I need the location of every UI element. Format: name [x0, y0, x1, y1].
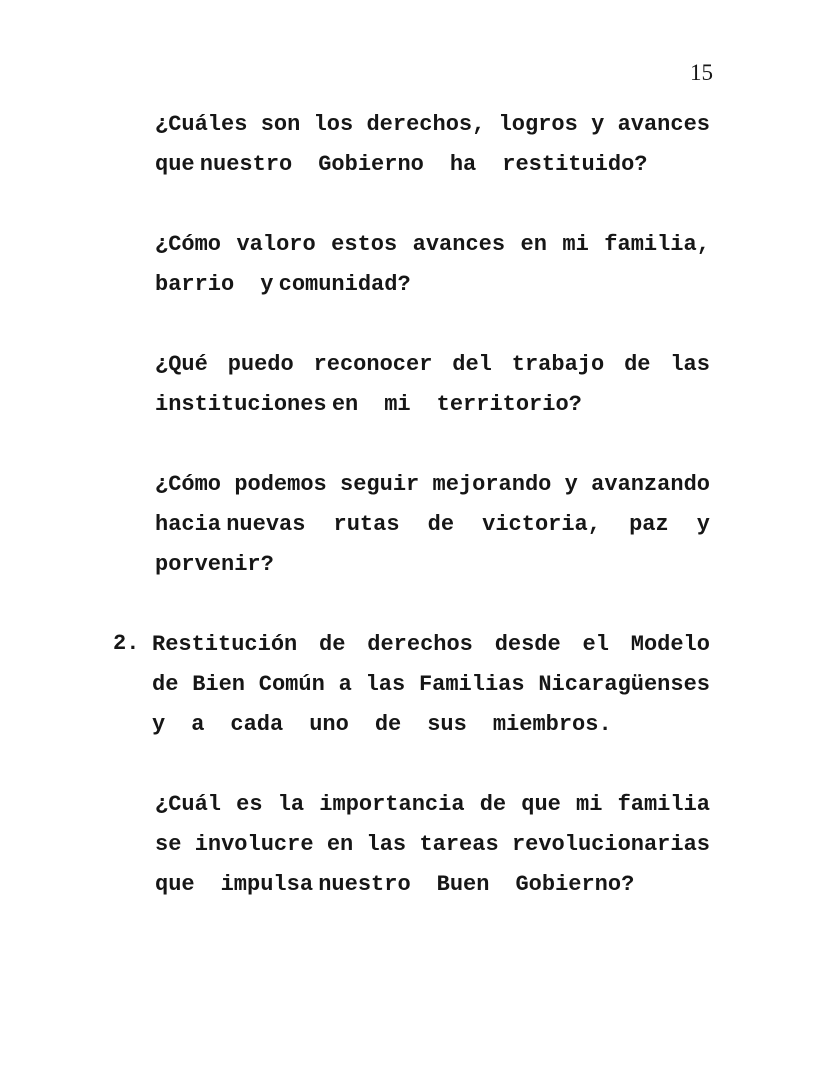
- word: hacia nuevas: [155, 511, 306, 537]
- word: revolucionarias: [511, 831, 710, 857]
- question-paragraph: [113, 464, 710, 584]
- word: uno: [309, 711, 349, 737]
- word: y comunidad?: [260, 271, 411, 297]
- text-line: [155, 384, 710, 424]
- word: avances: [617, 111, 710, 137]
- word: Gobierno?: [515, 871, 635, 897]
- text-line: [155, 344, 710, 384]
- word: de: [479, 791, 507, 817]
- word: ha: [449, 151, 477, 177]
- word: porvenir?: [155, 551, 274, 577]
- word: barrio: [155, 271, 235, 297]
- word: Nicaragüenses: [538, 671, 710, 697]
- word: se: [155, 831, 182, 857]
- text-line: [155, 784, 710, 824]
- word: sus: [427, 711, 467, 737]
- text-line: [152, 624, 710, 664]
- word: mejorando: [432, 471, 552, 497]
- numbered-item: [113, 624, 710, 744]
- text-line: [155, 144, 710, 184]
- word: Gobierno: [318, 151, 424, 177]
- word: del: [452, 351, 492, 377]
- word: tareas: [419, 831, 499, 857]
- word: Bien: [192, 671, 245, 697]
- word: ¿Cómo: [155, 471, 222, 497]
- word: Modelo: [630, 631, 710, 657]
- word: la: [277, 791, 305, 817]
- word: en: [326, 831, 354, 857]
- word: valoro: [236, 231, 316, 257]
- question-paragraph: [113, 104, 710, 184]
- word: que nuestro: [155, 151, 293, 177]
- word: desde: [494, 631, 561, 657]
- text-line: [155, 104, 710, 144]
- word: es: [236, 791, 263, 817]
- word: y: [564, 471, 578, 497]
- text-line: [155, 824, 710, 864]
- text-line: [152, 704, 710, 744]
- word: derechos: [367, 631, 473, 657]
- word: puedo: [227, 351, 294, 377]
- word: territorio?: [436, 391, 582, 417]
- word: mi: [384, 391, 411, 417]
- word: instituciones en: [155, 391, 359, 417]
- word: involucre: [194, 831, 314, 857]
- word: logros: [498, 111, 578, 137]
- text-line: [155, 864, 710, 904]
- word: avances: [412, 231, 506, 257]
- word: las: [670, 351, 710, 377]
- item-number: 2.: [113, 631, 140, 656]
- word: restituido?: [502, 151, 648, 177]
- word: ¿Cuáles: [155, 111, 248, 137]
- question-paragraph: [113, 784, 710, 904]
- word: de: [319, 631, 346, 657]
- text-line: [155, 264, 710, 304]
- word: las: [366, 831, 407, 857]
- word: las: [365, 671, 406, 697]
- word: que: [521, 791, 561, 817]
- word: Buen: [436, 871, 490, 897]
- word: mi: [576, 791, 603, 817]
- text-line: [155, 504, 710, 544]
- question-paragraph: [113, 344, 710, 424]
- word: Restitución: [152, 631, 298, 657]
- word: Familias: [418, 671, 525, 697]
- text-line: [152, 664, 710, 704]
- word: de: [427, 511, 455, 537]
- word: ¿Cuál: [155, 791, 222, 817]
- word: podemos: [234, 471, 327, 497]
- word: los: [313, 111, 354, 137]
- word: Común: [258, 671, 325, 697]
- word: a: [338, 671, 352, 697]
- text-line: [155, 224, 710, 264]
- word: importancia: [319, 791, 465, 817]
- word: y: [152, 711, 166, 737]
- text-line: [155, 544, 710, 584]
- numbered-item-body: [152, 624, 710, 744]
- word: avanzando: [591, 471, 710, 497]
- word: que: [155, 871, 195, 897]
- word: miembros.: [492, 711, 612, 737]
- word: el: [582, 631, 609, 657]
- word: reconocer: [313, 351, 433, 377]
- word: seguir: [340, 471, 420, 497]
- word: mi: [562, 231, 589, 257]
- word: de: [374, 711, 402, 737]
- word: victoria,: [482, 511, 601, 537]
- word: rutas: [333, 511, 400, 537]
- word: cada: [230, 711, 284, 737]
- word: de: [152, 671, 179, 697]
- word: ¿Qué: [155, 351, 208, 377]
- word: derechos,: [366, 111, 486, 137]
- page-content: [113, 104, 710, 944]
- word: familia,: [604, 231, 710, 257]
- word: impulsa nuestro: [220, 871, 411, 897]
- question-paragraph: [113, 224, 710, 304]
- word: familia: [617, 791, 710, 817]
- word: paz: [629, 511, 669, 537]
- word: trabajo: [511, 351, 605, 377]
- word: de: [624, 351, 651, 377]
- word: estos: [331, 231, 398, 257]
- page-number: 15: [690, 60, 713, 85]
- word: son: [260, 111, 301, 137]
- word: y: [696, 511, 710, 537]
- word: ¿Cómo: [155, 231, 222, 257]
- word: en: [520, 231, 547, 257]
- word: a: [191, 711, 205, 737]
- text-line: [155, 464, 710, 504]
- word: y: [591, 111, 605, 137]
